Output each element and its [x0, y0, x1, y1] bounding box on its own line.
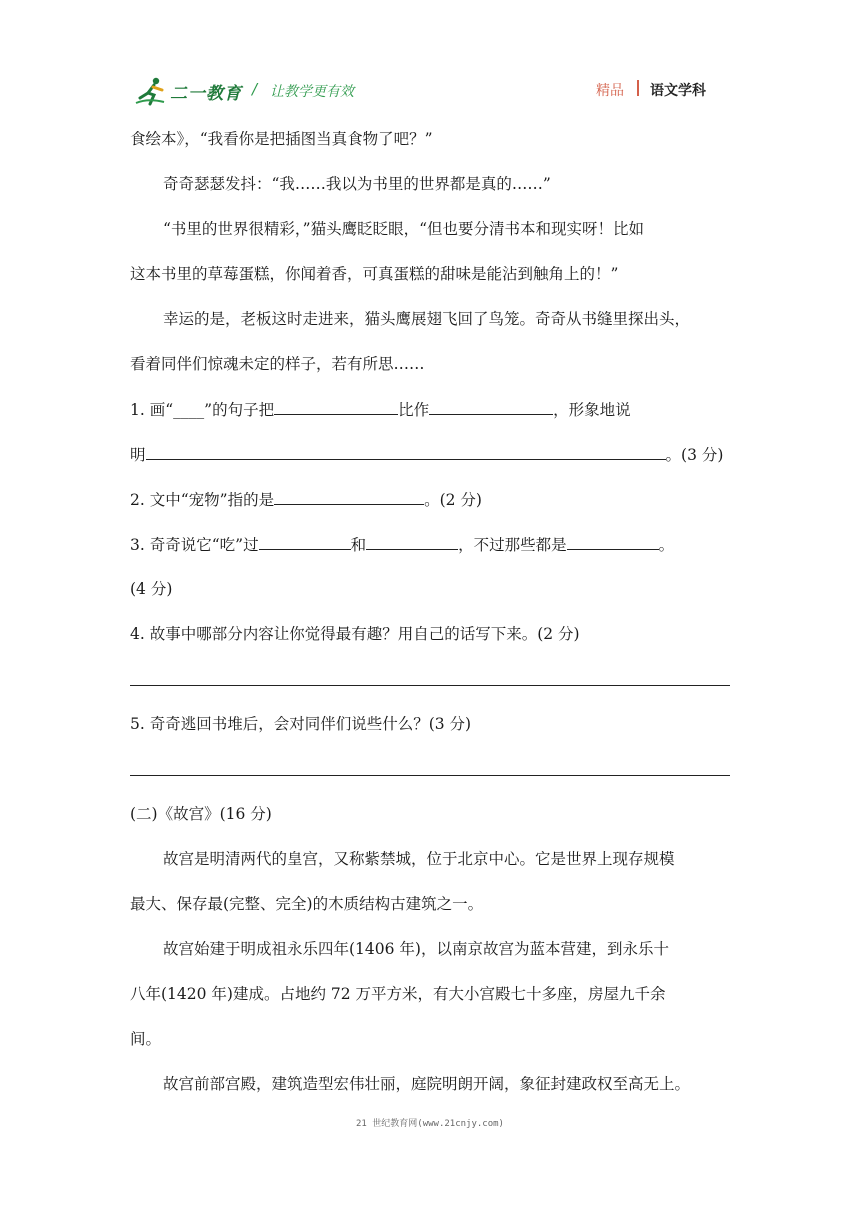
- paragraph-line: 最大、保存最(完整、完全)的木质结构古建筑之一。: [130, 895, 484, 913]
- tag-divider: [637, 80, 639, 96]
- answer-blank[interactable]: [274, 488, 424, 505]
- question-4: 4. 故事中哪部分内容让你觉得最有趣？用自己的话写下来。(2 分): [130, 625, 580, 643]
- question-3-score: (4 分): [130, 580, 173, 598]
- answer-blank[interactable]: [567, 533, 659, 550]
- brand-name: 二一教育: [170, 84, 242, 104]
- question-5: 5. 奇奇逃回书堆后，会对同伴们说些什么？(3 分): [130, 715, 472, 733]
- header-slogan: 让教学更有效: [270, 84, 354, 100]
- page-footer: 21 世纪教育网(www.21cnjy.com): [356, 1119, 504, 1129]
- question-3: 3. 奇奇说它“吃”过 和 ，不过那些都是 。: [130, 533, 674, 556]
- quote-blank: ____: [173, 401, 205, 419]
- question-1-continued: 明 。(3 分): [130, 443, 723, 466]
- answer-blank[interactable]: [366, 533, 458, 550]
- paragraph-line: 八年(1420 年)建成。占地约 72 万平方米，有大小宫殿七十多座，房屋九千余: [130, 985, 666, 1003]
- running-man-logo-icon: [134, 76, 170, 106]
- answer-blank[interactable]: [274, 398, 398, 415]
- question-1: 1. 画“____”的句子把 比作 ，形象地说: [130, 398, 730, 421]
- paragraph-line: “书里的世界很精彩，”猫头鹰眨眨眼，“但也要分清书本和现实呀！比如: [163, 220, 645, 238]
- section-heading: (二)《故宫》(16 分): [130, 805, 272, 823]
- paragraph-line: 间。: [130, 1030, 162, 1048]
- answer-line[interactable]: [130, 775, 730, 776]
- page-header: [134, 74, 724, 108]
- quality-tag: 精品: [596, 83, 624, 99]
- paragraph-line: 奇奇瑟瑟发抖：“我……我以为书里的世界都是真的……”: [163, 175, 551, 193]
- paragraph-line: 故宫是明清两代的皇宫，又称紫禁城，位于北京中心。它是世界上现存规模: [163, 850, 675, 868]
- paragraph-line: 故宫前部宫殿，建筑造型宏伟壮丽，庭院明朗开阔，象征封建政权至高无上。: [163, 1075, 691, 1093]
- answer-blank[interactable]: [146, 443, 666, 460]
- paragraph-line: 食绘本》，“我看你是把插图当真食物了吧？”: [130, 130, 433, 148]
- subject-label: 语文学科: [650, 83, 706, 99]
- paragraph-line: 故宫始建于明成祖永乐四年(1406 年)，以南京故宫为蓝本营建，到永乐十: [163, 940, 669, 958]
- header-separator: /: [252, 80, 258, 98]
- answer-blank[interactable]: [259, 533, 351, 550]
- paragraph-line: 幸运的是，老板这时走进来，猫头鹰展翅飞回了鸟笼。奇奇从书缝里探出头，: [163, 310, 691, 328]
- answer-line[interactable]: [130, 685, 730, 686]
- paragraph-line: 看着同伴们惊魂未定的样子，若有所思……: [130, 355, 425, 373]
- paragraph-line: 这本书里的草莓蛋糕，你闻着香，可真蛋糕的甜味是能沾到触角上的！”: [130, 265, 619, 283]
- answer-blank[interactable]: [429, 398, 553, 415]
- question-2: 2. 文中“宠物”指的是 。(2 分): [130, 488, 482, 511]
